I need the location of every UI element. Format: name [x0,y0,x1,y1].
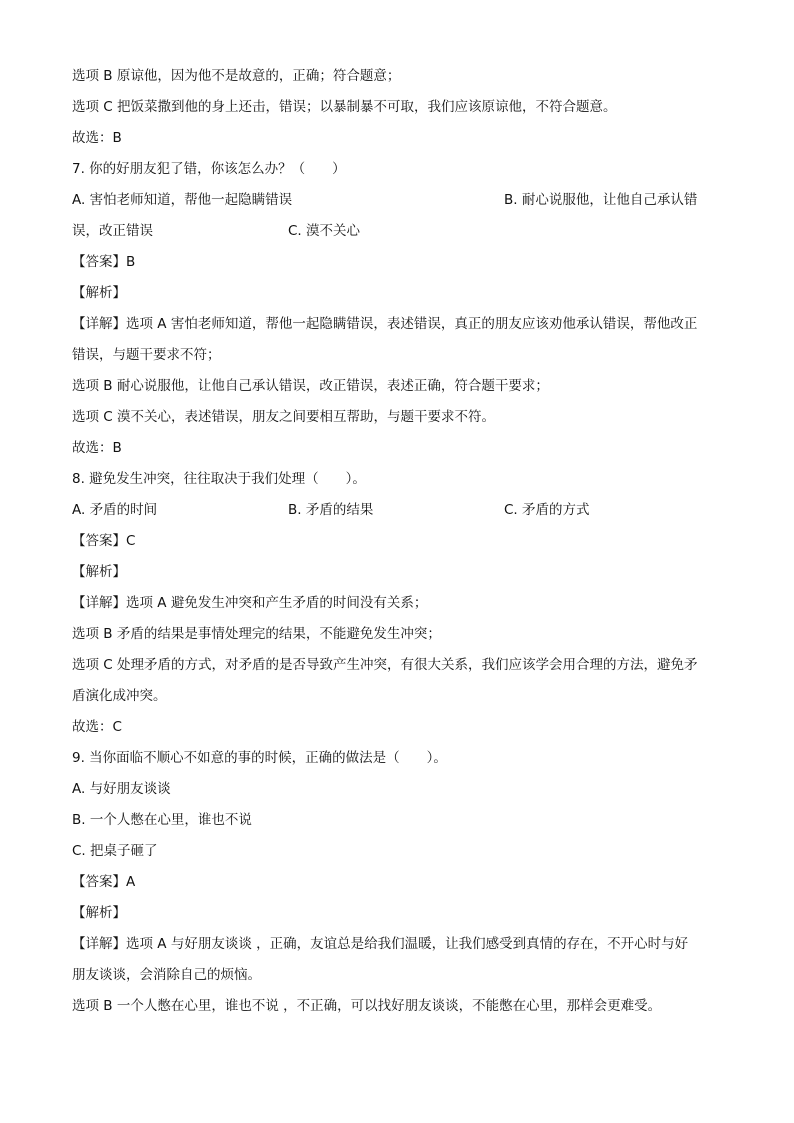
q9-analysis-label: 【解析】 [72,905,126,921]
text-line: 选项 B 矛盾的结果是事情处理完的结果，不能避免发生冲突； [72,626,441,642]
q9-detail [72,934,724,954]
q9-option-c: C. 把桌子砸了 [72,843,158,859]
q7-option-b: B. 耐心说服他，让他自己承认错 [504,192,698,208]
q7-answer [72,252,724,272]
answer-value: A [126,874,136,890]
text-line: 朋友谈谈，会消除自己的烦恼。 [72,967,261,983]
detail-label: 【详解】 [72,316,126,332]
detail-label: 【详解】 [72,595,126,611]
detail-label: 【详解】 [72,936,126,952]
question-8-stem: 8. 避免发生冲突，往往取决于我们处理（ ）。 [72,471,366,487]
text-line: 故选：C [72,719,122,735]
q7-option-c: C. 漠不关心 [288,223,361,239]
text-line: 选项 C 漠不关心，表述错误，朋友之间要相互帮助，与题干要求不符。 [72,409,496,425]
q9-answer [72,872,724,892]
q7-option-a: A. 害怕老师知道，帮他一起隐瞒错误 [72,192,293,208]
text-line: 选项 B 原谅他，因为他不是故意的，正确；符合题意； [72,68,401,84]
text-line: 选项 B 耐心说服他，让他自己承认错误，改正错误，表述正确，符合题干要求； [72,378,549,394]
answer-value: C [126,533,136,549]
answer-label: 【答案】 [72,533,126,549]
answer-label: 【答案】 [72,874,126,890]
text-line: 错误，与题干要求不符； [72,347,221,363]
q7-option-b-cont: 误，改正错误 [72,223,153,239]
answer-value: B [126,254,136,270]
text-line: 选项 C 把饭菜撒到他的身上还击，错误；以暴制暴不可取，我们应该原谅他，不符合题意。 [72,99,617,115]
q8-analysis-label: 【解析】 [72,564,126,580]
text-line: 选项 B 一个人憋在心里，谁也不说 ，不正确，可以找好朋友谈谈，不能憋在心里，那样会更难受。 [72,998,662,1014]
answer-label: 【答案】 [72,254,126,270]
q9-option-a: A. 与好朋友谈谈 [72,781,171,797]
text-line: 故选：B [72,440,122,456]
q8-option-b: B. 矛盾的结果 [288,502,374,518]
q7-analysis-label: 【解析】 [72,285,126,301]
text-line: 选项 C 处理矛盾的方式，对矛盾的是否导致产生冲突，有很大关系，我们应该学会用合理的方法，避免矛 [72,657,698,673]
q8-option-c: C. 矛盾的方式 [504,502,590,518]
q8-answer [72,531,724,551]
question-9-stem: 9. 当你面临不顺心不如意的事的时候，正确的做法是（ ）。 [72,750,447,766]
question-7-stem: 7. 你的好朋友犯了错，你该怎么办？（ ） [72,161,346,177]
q8-option-a: A. 矛盾的时间 [72,502,158,518]
q9-option-b: B. 一个人憋在心里，谁也不说 [72,812,252,828]
text-line: 故选：B [72,130,122,146]
text-line: 盾演化成冲突。 [72,688,167,704]
q8-detail [72,593,724,613]
q7-detail [72,314,724,334]
detail-text: 选项 A 害怕老师知道，帮他一起隐瞒错误，表述错误，真正的朋友应该劝他承认错误，帮他改正 [126,316,698,332]
detail-text: 选项 A 避免发生冲突和产生矛盾的时间没有关系； [126,595,428,611]
detail-text: 选项 A 与好朋友谈谈 ，正确，友谊总是给我们温暖，让我们感受到真情的存在，不开心时与好 [126,936,689,952]
